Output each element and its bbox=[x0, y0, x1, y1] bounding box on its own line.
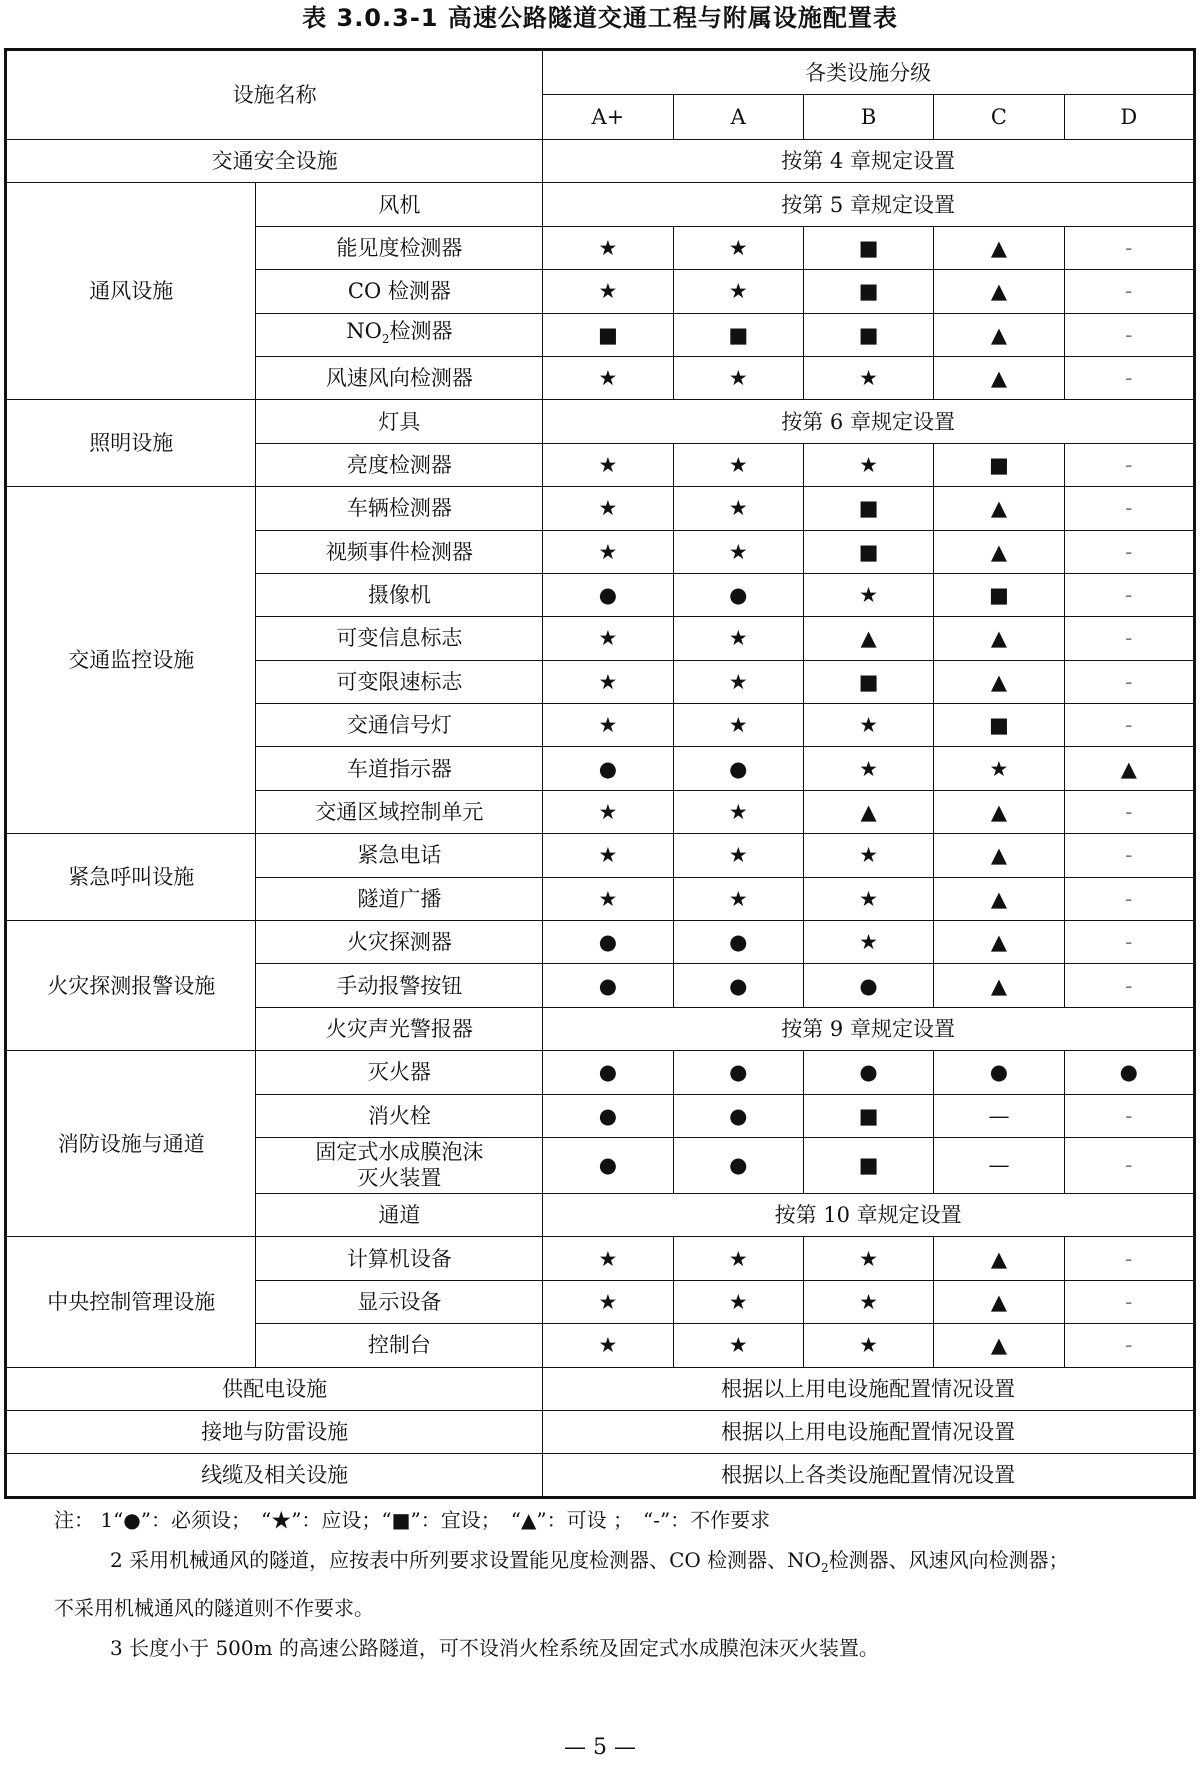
symbol-cell: - bbox=[1064, 877, 1194, 920]
table-caption: 表 3.0.3-1 高速公路隧道交通工程与附属设施配置表 bbox=[302, 4, 898, 32]
facility-name: 接地与防雷设施 bbox=[6, 1410, 543, 1453]
symbol-cell: ★ bbox=[803, 704, 933, 747]
note-2-part-b: 检测器、风速风向检测器； bbox=[828, 1548, 1069, 1572]
facility-name: 供配电设施 bbox=[6, 1367, 543, 1410]
symbol-cell: ■ bbox=[803, 226, 933, 269]
symbol-cell: - bbox=[1064, 530, 1194, 573]
table-row bbox=[6, 1051, 1195, 1094]
table-row bbox=[6, 1410, 1195, 1453]
item-name: 摄像机 bbox=[256, 573, 543, 616]
symbol-cell: ★ bbox=[673, 1237, 803, 1280]
note-2-continuation: 不采用机械通风的隧道则不作要求。 bbox=[54, 1596, 374, 1620]
item-name: 交通区域控制单元 bbox=[256, 790, 543, 833]
symbol-cell: - bbox=[1064, 487, 1194, 530]
symbol-cell: - bbox=[1064, 226, 1194, 269]
group-name: 紧急呼叫设施 bbox=[6, 834, 256, 921]
symbol-cell: - bbox=[1064, 964, 1194, 1007]
symbol-cell: ★ bbox=[673, 660, 803, 703]
table-row bbox=[6, 1367, 1195, 1410]
symbol-cell: ★ bbox=[543, 443, 673, 486]
item-name bbox=[256, 1137, 543, 1193]
symbol-cell: ▲ bbox=[934, 487, 1064, 530]
symbol-cell: ★ bbox=[673, 617, 803, 660]
symbol-cell: - bbox=[1064, 270, 1194, 313]
grade-label: A+ bbox=[543, 95, 673, 140]
table-notes bbox=[54, 1500, 1174, 1668]
symbol-cell: ★ bbox=[803, 877, 933, 920]
item-name: 灯具 bbox=[256, 400, 543, 443]
note-2 bbox=[54, 1540, 1174, 1588]
symbol-cell: ■ bbox=[673, 313, 803, 356]
symbol-cell: ■ bbox=[934, 704, 1064, 747]
symbol-cell: ▲ bbox=[934, 1280, 1064, 1323]
symbol-cell: ▲ bbox=[934, 834, 1064, 877]
span-note: 按第 4 章规定设置 bbox=[543, 140, 1195, 183]
group-name: 交通监控设施 bbox=[6, 487, 256, 834]
symbol-cell: ▲ bbox=[803, 790, 933, 833]
symbol-cell: - bbox=[1064, 356, 1194, 399]
item-name: 消火栓 bbox=[256, 1094, 543, 1137]
group-name: 通风设施 bbox=[6, 183, 256, 400]
symbol-cell: ● bbox=[1064, 1051, 1194, 1094]
symbol-cell: ● bbox=[803, 1051, 933, 1094]
symbol-cell: ▲ bbox=[934, 964, 1064, 1007]
item-name: 亮度检测器 bbox=[256, 443, 543, 486]
symbol-cell: ● bbox=[934, 1051, 1064, 1094]
item-name: 交通信号灯 bbox=[256, 704, 543, 747]
symbol-cell: - bbox=[1064, 1280, 1194, 1323]
table-row bbox=[6, 1237, 1195, 1280]
symbol-cell: ★ bbox=[543, 1324, 673, 1367]
header-row bbox=[6, 50, 1195, 95]
symbol-cell: ▲ bbox=[934, 790, 1064, 833]
symbol-cell: ★ bbox=[934, 747, 1064, 790]
group-name: 火灾探测报警设施 bbox=[6, 921, 256, 1051]
symbol-cell: ★ bbox=[803, 1237, 933, 1280]
symbol-cell: ★ bbox=[673, 1280, 803, 1323]
span-note: 按第 9 章规定设置 bbox=[543, 1007, 1195, 1050]
item-name: 车辆检测器 bbox=[256, 487, 543, 530]
item-name: CO 检测器 bbox=[256, 270, 543, 313]
table-row bbox=[6, 400, 1195, 443]
symbol-cell: ■ bbox=[803, 487, 933, 530]
symbol-cell: ● bbox=[673, 921, 803, 964]
symbol-cell: - bbox=[1064, 443, 1194, 486]
symbol-cell: ★ bbox=[803, 921, 933, 964]
note-2-part-a: 2 采用机械通风的隧道，应按表中所列要求设置能见度检测器、CO 检测器、NO bbox=[110, 1548, 822, 1572]
symbol-cell: ● bbox=[673, 1137, 803, 1193]
header-grade: 各类设施分级 bbox=[543, 50, 1195, 95]
facility-name: 交通安全设施 bbox=[6, 140, 543, 183]
symbol-cell: - bbox=[1064, 660, 1194, 703]
symbol-cell: ★ bbox=[803, 443, 933, 486]
symbol-cell: ▲ bbox=[934, 921, 1064, 964]
symbol-cell: ★ bbox=[803, 1280, 933, 1323]
symbol-cell: ★ bbox=[803, 834, 933, 877]
symbol-cell: ▲ bbox=[934, 617, 1064, 660]
symbol-cell: ■ bbox=[934, 443, 1064, 486]
header-facility-name: 设施名称 bbox=[6, 50, 543, 140]
symbol-cell: ▲ bbox=[803, 617, 933, 660]
symbol-cell: — bbox=[934, 1137, 1064, 1193]
grade-label: B bbox=[803, 95, 933, 140]
symbol-cell: ★ bbox=[803, 573, 933, 616]
facility-config-table bbox=[4, 48, 1196, 1499]
symbol-cell: ■ bbox=[803, 1094, 933, 1137]
table-row bbox=[6, 140, 1195, 183]
symbol-cell: ★ bbox=[543, 617, 673, 660]
symbol-cell: ■ bbox=[803, 660, 933, 703]
item-name: 隧道广播 bbox=[256, 877, 543, 920]
symbol-cell: ● bbox=[543, 921, 673, 964]
symbol-cell: ▲ bbox=[934, 1324, 1064, 1367]
table-row bbox=[6, 183, 1195, 226]
item-name: 手动报警按钮 bbox=[256, 964, 543, 1007]
symbol-cell: ■ bbox=[803, 530, 933, 573]
symbol-cell: ▲ bbox=[934, 877, 1064, 920]
symbol-cell: - bbox=[1064, 573, 1194, 616]
symbol-cell: - bbox=[1064, 834, 1194, 877]
item-name: 风速风向检测器 bbox=[256, 356, 543, 399]
span-note: 按第 5 章规定设置 bbox=[543, 183, 1195, 226]
symbol-cell: ▲ bbox=[934, 313, 1064, 356]
symbol-cell: ★ bbox=[543, 1280, 673, 1323]
item-name: 显示设备 bbox=[256, 1280, 543, 1323]
symbol-cell: ★ bbox=[543, 1237, 673, 1280]
item-name: 视频事件检测器 bbox=[256, 530, 543, 573]
symbol-cell: ● bbox=[673, 1094, 803, 1137]
symbol-cell: - bbox=[1064, 704, 1194, 747]
foam-name-line2: 灭火装置 bbox=[357, 1166, 442, 1191]
symbol-cell: ★ bbox=[543, 834, 673, 877]
symbol-cell: ▲ bbox=[1064, 747, 1194, 790]
symbol-cell: ■ bbox=[803, 1137, 933, 1193]
symbol-cell: - bbox=[1064, 617, 1194, 660]
no2-suffix: 检测器 bbox=[389, 318, 453, 343]
symbol-cell: ■ bbox=[934, 573, 1064, 616]
symbol-cell: - bbox=[1064, 313, 1194, 356]
symbol-cell: ★ bbox=[673, 790, 803, 833]
symbol-cell: ■ bbox=[803, 313, 933, 356]
symbol-cell: - bbox=[1064, 921, 1194, 964]
symbol-cell: ★ bbox=[673, 443, 803, 486]
table-row bbox=[6, 834, 1195, 877]
symbol-cell: ▲ bbox=[934, 356, 1064, 399]
note-2-subscript: 2 bbox=[821, 1561, 829, 1575]
symbol-cell: ● bbox=[673, 964, 803, 1007]
symbol-cell: ● bbox=[543, 747, 673, 790]
page-number: — 5 — bbox=[564, 1735, 636, 1760]
symbol-cell: ★ bbox=[673, 704, 803, 747]
symbol-cell: - bbox=[1064, 790, 1194, 833]
grade-label: C bbox=[934, 95, 1064, 140]
symbol-cell: ★ bbox=[803, 1324, 933, 1367]
item-name: 灭火器 bbox=[256, 1051, 543, 1094]
symbol-cell: ★ bbox=[673, 877, 803, 920]
symbol-cell: ● bbox=[543, 1137, 673, 1193]
symbol-cell: ★ bbox=[543, 877, 673, 920]
symbol-cell: ★ bbox=[673, 226, 803, 269]
item-name: 能见度检测器 bbox=[256, 226, 543, 269]
symbol-cell: - bbox=[1064, 1237, 1194, 1280]
symbol-cell: ● bbox=[543, 964, 673, 1007]
grade-label: A bbox=[673, 95, 803, 140]
table-row bbox=[6, 1454, 1195, 1497]
symbol-cell: ★ bbox=[803, 356, 933, 399]
symbol-cell: ★ bbox=[803, 747, 933, 790]
group-name: 中央控制管理设施 bbox=[6, 1237, 256, 1367]
table-row bbox=[6, 487, 1195, 530]
symbol-cell: ★ bbox=[673, 270, 803, 313]
span-note: 根据以上各类设施配置情况设置 bbox=[543, 1454, 1195, 1497]
symbol-cell: — bbox=[934, 1094, 1064, 1137]
span-note: 根据以上用电设施配置情况设置 bbox=[543, 1410, 1195, 1453]
symbol-cell: - bbox=[1064, 1094, 1194, 1137]
symbol-cell: ▲ bbox=[934, 660, 1064, 703]
item-name: 可变限速标志 bbox=[256, 660, 543, 703]
symbol-cell: ★ bbox=[673, 834, 803, 877]
symbol-cell: ● bbox=[673, 1051, 803, 1094]
group-name: 消防设施与通道 bbox=[6, 1051, 256, 1237]
symbol-cell: ■ bbox=[803, 270, 933, 313]
item-name: 紧急电话 bbox=[256, 834, 543, 877]
item-name: 火灾探测器 bbox=[256, 921, 543, 964]
item-name: 火灾声光警报器 bbox=[256, 1007, 543, 1050]
symbol-cell: ● bbox=[543, 573, 673, 616]
note-1: 注： 1“●”：必须设； “★”：应设；“■”：宜设； “▲”：可设 ； “-”：不作要求 bbox=[54, 1508, 771, 1532]
no2-prefix: NO bbox=[346, 318, 382, 343]
symbol-cell: ★ bbox=[543, 530, 673, 573]
symbol-cell: ● bbox=[543, 1051, 673, 1094]
table-row bbox=[6, 921, 1195, 964]
span-note: 按第 6 章规定设置 bbox=[543, 400, 1195, 443]
symbol-cell: ▲ bbox=[934, 226, 1064, 269]
symbol-cell: ★ bbox=[543, 226, 673, 269]
item-name: 计算机设备 bbox=[256, 1237, 543, 1280]
symbol-cell: ● bbox=[803, 964, 933, 1007]
item-name: 风机 bbox=[256, 183, 543, 226]
symbol-cell: ★ bbox=[543, 790, 673, 833]
group-name: 照明设施 bbox=[6, 400, 256, 487]
symbol-cell: ● bbox=[673, 747, 803, 790]
symbol-cell: ★ bbox=[543, 270, 673, 313]
symbol-cell: ★ bbox=[673, 530, 803, 573]
symbol-cell: ★ bbox=[673, 356, 803, 399]
symbol-cell: ▲ bbox=[934, 270, 1064, 313]
span-note: 根据以上用电设施配置情况设置 bbox=[543, 1367, 1195, 1410]
note-3: 3 长度小于 500m 的高速公路隧道，可不设消火栓系统及固定式水成膜泡沫灭火装置。 bbox=[110, 1636, 879, 1660]
grade-label: D bbox=[1064, 95, 1194, 140]
symbol-cell: ● bbox=[543, 1094, 673, 1137]
item-name bbox=[256, 313, 543, 356]
item-name: 可变信息标志 bbox=[256, 617, 543, 660]
no2-subscript: 2 bbox=[381, 331, 390, 346]
symbol-cell: ★ bbox=[673, 487, 803, 530]
symbol-cell: ★ bbox=[543, 487, 673, 530]
symbol-cell: - bbox=[1064, 1137, 1194, 1193]
symbol-cell: ★ bbox=[543, 704, 673, 747]
item-name: 车道指示器 bbox=[256, 747, 543, 790]
span-note: 按第 10 章规定设置 bbox=[543, 1193, 1195, 1236]
symbol-cell: ▲ bbox=[934, 530, 1064, 573]
symbol-cell: ▲ bbox=[934, 1237, 1064, 1280]
item-name: 通道 bbox=[256, 1193, 543, 1236]
facility-name: 线缆及相关设施 bbox=[6, 1454, 543, 1497]
symbol-cell: ★ bbox=[543, 660, 673, 703]
symbol-cell: ★ bbox=[543, 356, 673, 399]
symbol-cell: ● bbox=[673, 573, 803, 616]
item-name: 控制台 bbox=[256, 1324, 543, 1367]
symbol-cell: ■ bbox=[543, 313, 673, 356]
symbol-cell: - bbox=[1064, 1324, 1194, 1367]
foam-name-line1: 固定式水成膜泡沫 bbox=[315, 1140, 484, 1165]
symbol-cell: ★ bbox=[673, 1324, 803, 1367]
